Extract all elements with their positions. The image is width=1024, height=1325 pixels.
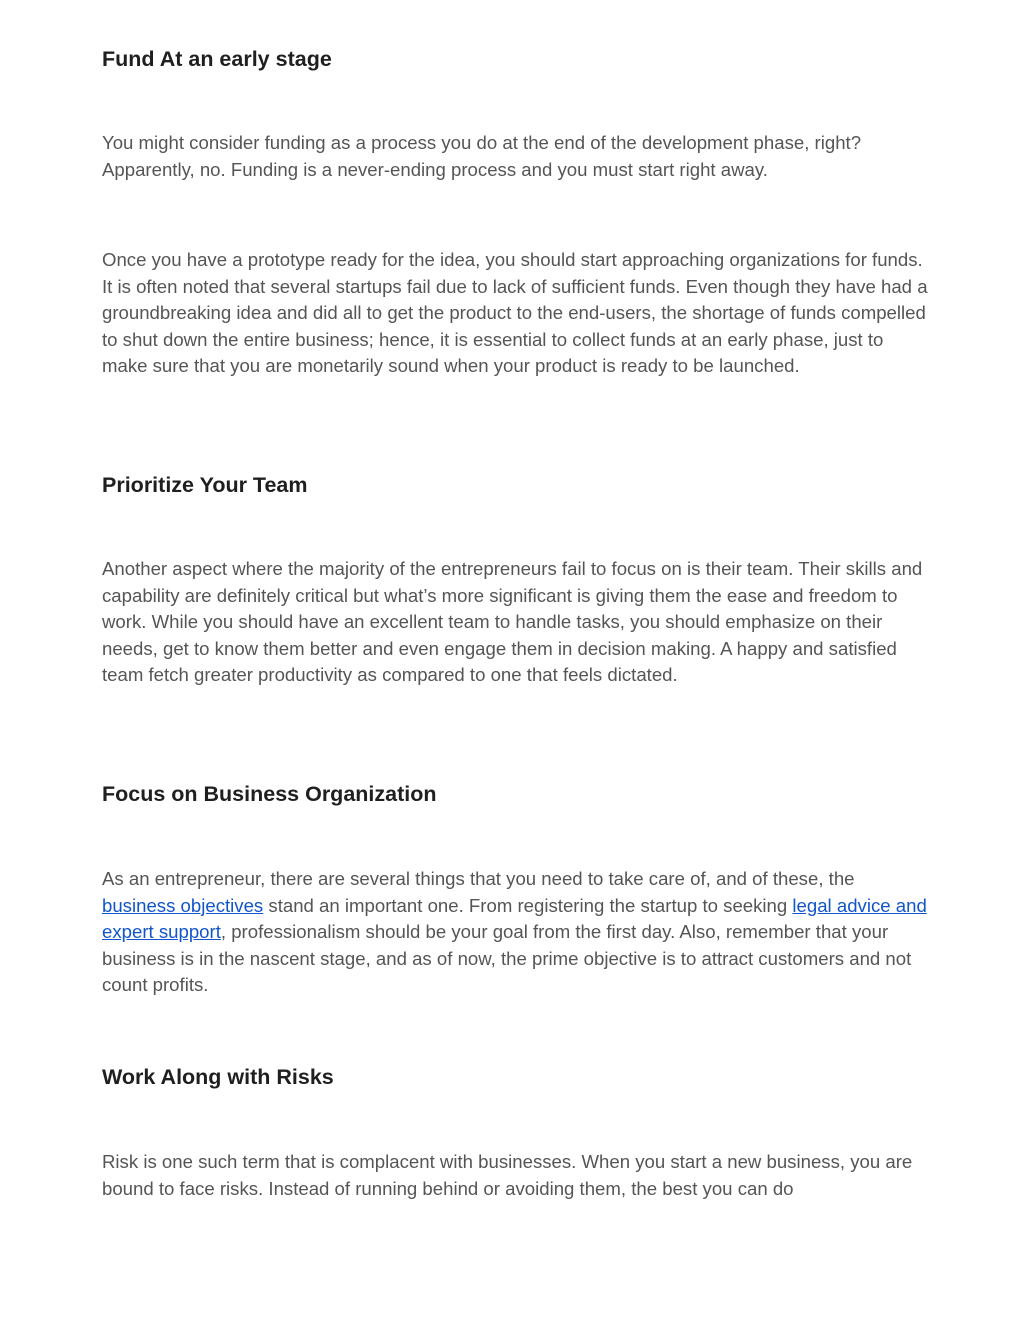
paragraph-business-organization (102, 866, 932, 999)
business-objectives-link[interactable]: business objectives (102, 894, 264, 916)
paragraph-funding-process: You might consider funding as a process you do at the end of the development phase, right? Apparently, no. Funding is a never-ending process and you must start right away. (102, 132, 862, 180)
heading-fund-early-stage: Fund At an early stage (102, 47, 332, 71)
heading-prioritize-team: Prioritize Your Team (102, 473, 308, 497)
heading-business-organization: Focus on Business Organization (102, 782, 437, 806)
heading-work-along-risks: Work Along with Risks (102, 1065, 334, 1089)
paragraph-risks: Risk is one such term that is complacent with businesses. When you start a new business, you are bound to face risks. Instead of running behind or avoiding them, the best you can do (102, 1151, 913, 1199)
paragraph-prototype-funds: Once you have a prototype ready for the idea, you should start approaching organizations for funds. It is often noted that several startups fail due to lack of sufficient funds. Even though they have had a groundbreaking idea and did all to get the product to the end-users, the shortage of funds compelled to shut down the entire business; hence, it is essential to collect funds at an early phase, just to make sure that you are monetarily sound when your product is ready to be launched. (102, 249, 928, 376)
paragraph-text-middle: stand an important one. From registering the startup to seeking (263, 894, 793, 916)
legal-advice-link[interactable]: legal advice and expert support (102, 894, 927, 942)
paragraph-text-intro: As an entrepreneur, there are several things that you need to take care of, and of these, the (102, 868, 855, 889)
paragraph-text-outro: , professionalism should be your goal from the first day. Also, remember that your business is in the nascent stage, and as of now, the prime objective is to attract customers and not count profits. (102, 921, 912, 995)
paragraph-team: Another aspect where the majority of the entrepreneurs fail to focus on is their team. Their skills and capability are definitely critical but what’s more significant is giving them the ease and freedom to work. While you should have an excellent team to handle tasks, you should emphasize on their needs, get to know them better and even engage them in decision making. A happy and satisfied team fetch greater productivity as compared to one that feels dictated. (102, 558, 923, 685)
